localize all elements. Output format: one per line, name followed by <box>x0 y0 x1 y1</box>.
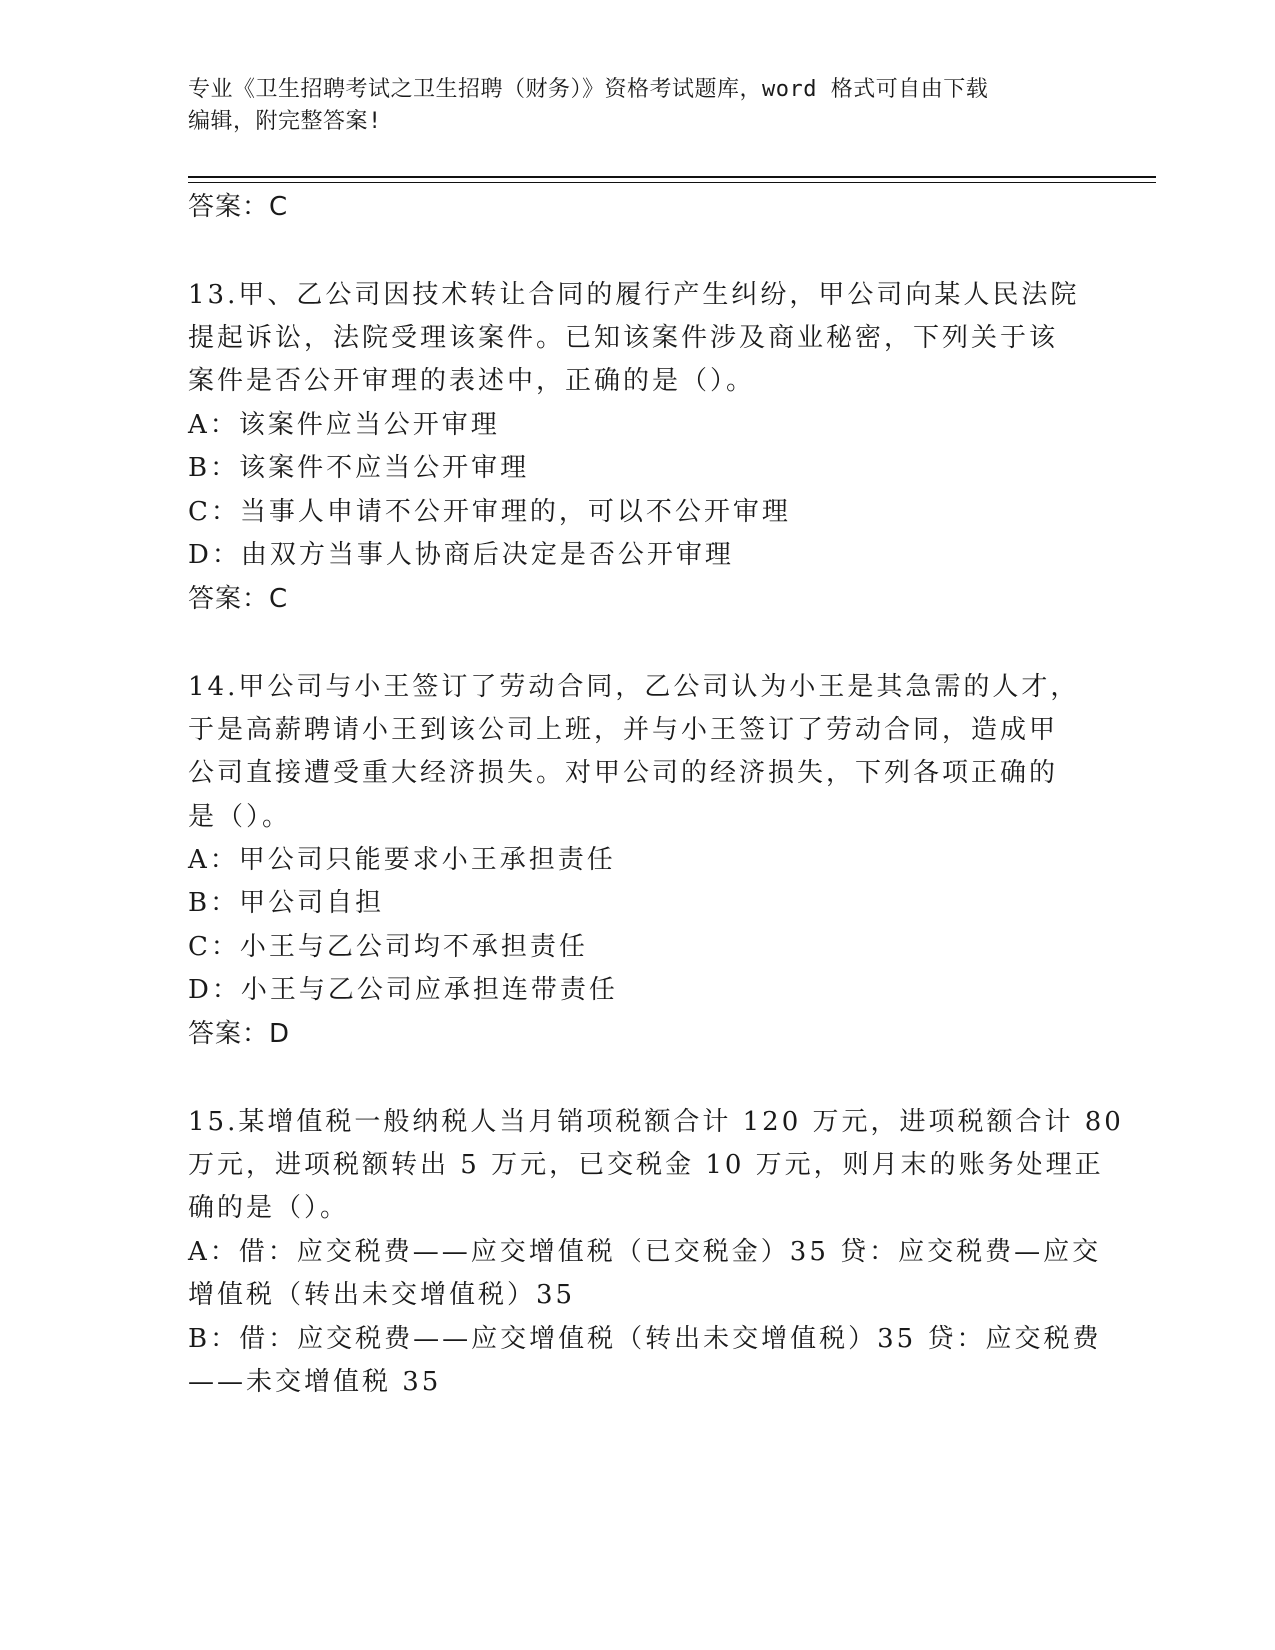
question-13-option-a: A：该案件应当公开审理 <box>188 410 500 440</box>
question-13-stem-line: 案件是否公开审理的表述中，正确的是（）。 <box>188 366 756 396</box>
question-13-option-c: C：当事人申请不公开审理的，可以不公开审理 <box>188 497 791 527</box>
question-15-option-a: A：借：应交税费——应交增值税（已交税金）35 贷：应交税费—应交 <box>188 1237 1102 1267</box>
header-divider-thin <box>188 182 1156 183</box>
document-header <box>188 74 1088 138</box>
question-13-option-b: B：该案件不应当公开审理 <box>188 453 530 483</box>
question-14-answer: 答案：D <box>188 1019 291 1049</box>
header-line-1: 专业《卫生招聘考试之卫生招聘（财务）》资格考试题库，word 格式可自由下载 <box>188 77 989 102</box>
question-13-option-d: D：由双方当事人协商后决定是否公开审理 <box>188 540 734 570</box>
question-15-option-a-cont: 增值税（转出未交增值税）35 <box>188 1280 576 1310</box>
question-14-stem-line: 14.甲公司与小王签订了劳动合同，乙公司认为小王是其急需的人才， <box>188 672 1080 702</box>
answer-prev: 答案：C <box>188 192 289 222</box>
question-14-option-c: C：小王与乙公司均不承担责任 <box>188 932 588 962</box>
question-13-stem-line: 提起诉讼，法院受理该案件。已知该案件涉及商业秘密，下列关于该 <box>188 323 1059 353</box>
question-14-stem-line: 公司直接遭受重大经济损失。对甲公司的经济损失，下列各项正确的 <box>188 758 1059 788</box>
question-14-option-a: A：甲公司只能要求小王承担责任 <box>188 845 616 875</box>
question-14-option-b: B：甲公司自担 <box>188 888 385 918</box>
question-15-option-b: B：借：应交税费——应交增值税（转出未交增值税）35 贷：应交税费 <box>188 1324 1102 1354</box>
question-15-option-b-cont: ——未交增值税 35 <box>188 1367 442 1397</box>
header-divider-thick <box>188 176 1156 178</box>
question-15-stem-line: 确的是（）。 <box>188 1193 350 1223</box>
question-15-stem-line: 15.某增值税一般纳税人当月销项税额合计 120 万元，进项税额合计 80 <box>188 1107 1124 1137</box>
question-14-stem-line: 是（）。 <box>188 802 292 832</box>
question-14-stem-line: 于是高薪聘请小王到该公司上班，并与小王签订了劳动合同，造成甲 <box>188 715 1059 745</box>
question-13-stem-line: 13.甲、乙公司因技术转让合同的履行产生纠纷，甲公司向某人民法院 <box>188 280 1080 310</box>
question-14-option-d: D：小王与乙公司应承担连带责任 <box>188 975 618 1005</box>
question-15-stem-line: 万元，进项税额转出 5 万元，已交税金 10 万元，则月末的账务处理正 <box>188 1150 1104 1180</box>
question-13-answer: 答案：C <box>188 584 289 614</box>
header-line-2: 编辑，附完整答案! <box>188 109 382 134</box>
